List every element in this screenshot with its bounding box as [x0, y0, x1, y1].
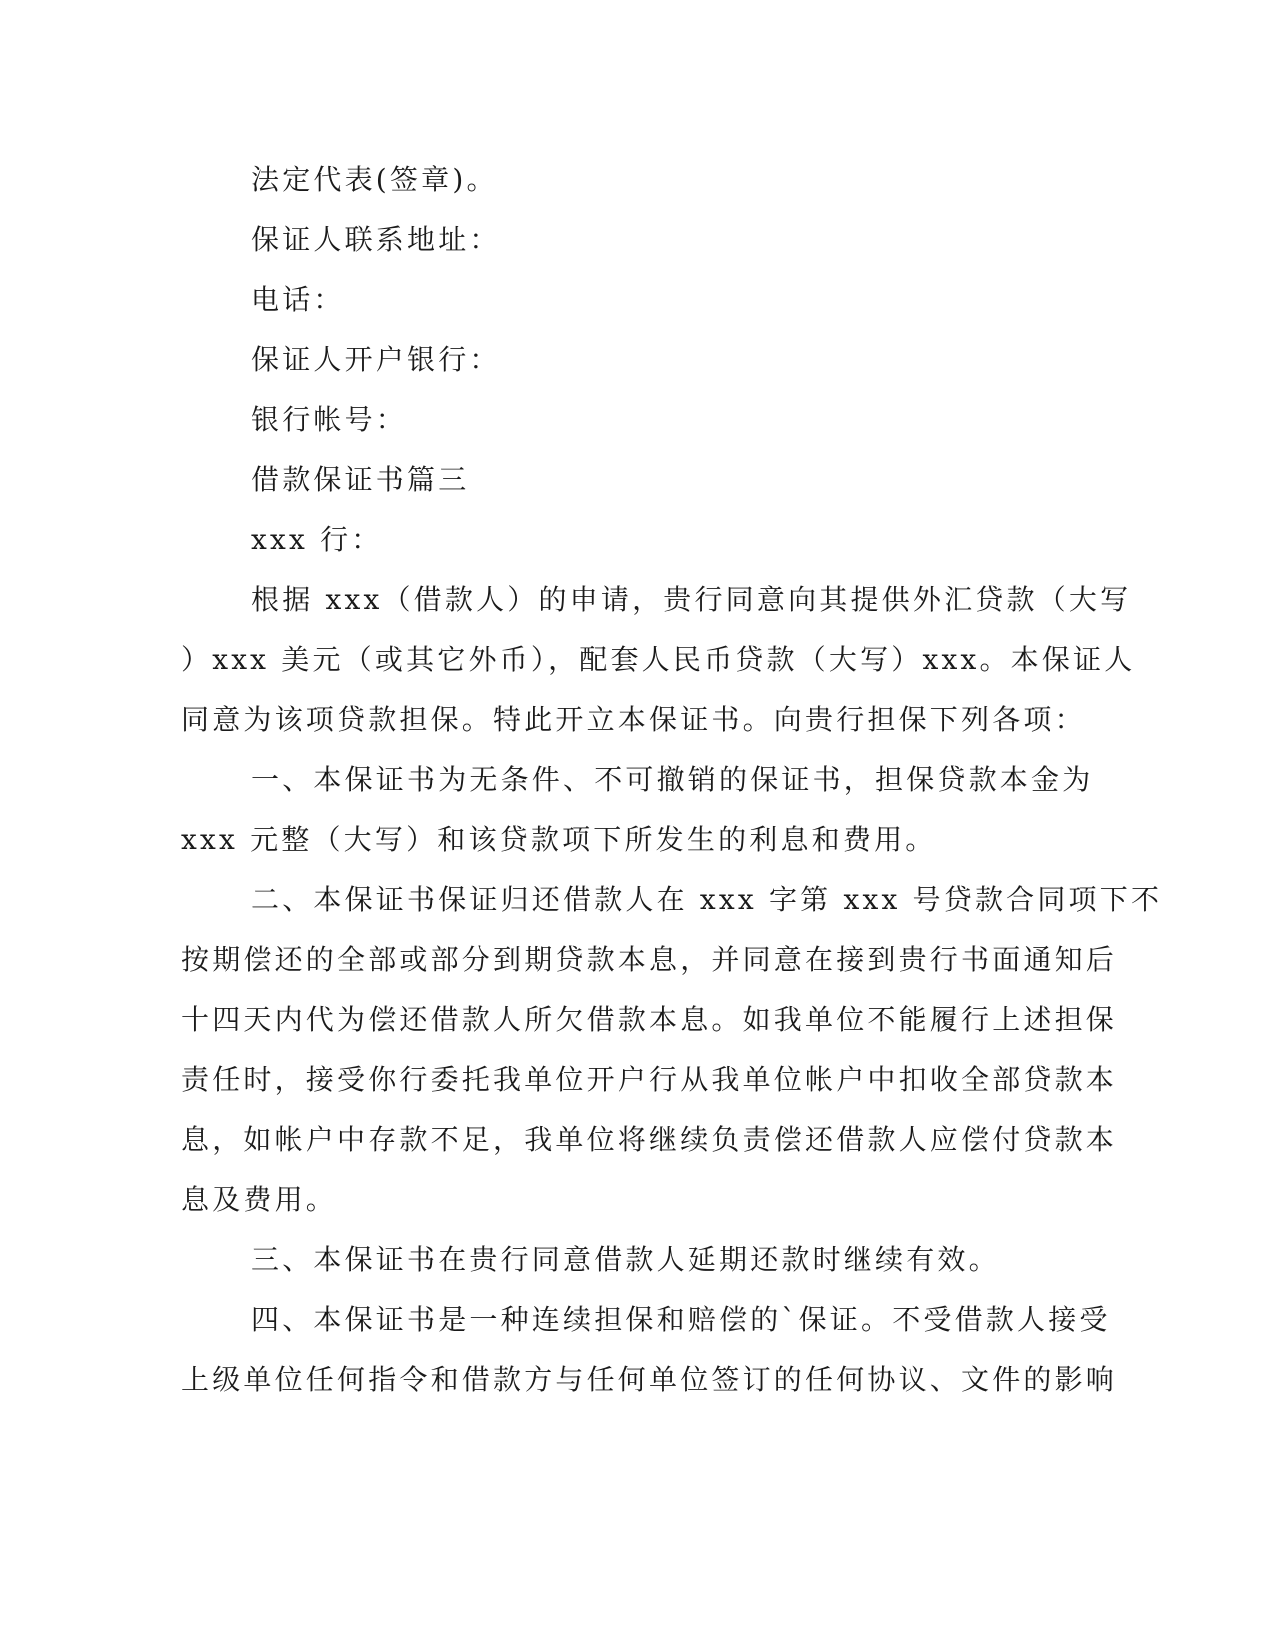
document-line: 银行帐号：: [251, 403, 408, 436]
document-line: xxx 元整（大写）和该贷款项下所发生的利息和费用。: [181, 823, 937, 856]
document-line: ）xxx 美元（或其它外币），配套人民币贷款（大写）xxx。本保证人: [181, 643, 1136, 676]
document-line: 息，如帐户中存款不足，我单位将继续负责偿还借款人应偿付贷款本: [181, 1123, 1118, 1156]
document-line: 法定代表(签章)。: [251, 163, 498, 196]
document-line: 十四天内代为偿还借款人所欠借款本息。如我单位不能履行上述担保: [181, 1003, 1118, 1036]
document-line: 四、本保证书是一种连续担保和赔偿的`保证。不受借款人接受: [251, 1303, 1111, 1336]
document-line: 同意为该项贷款担保。特此开立本保证书。向贵行担保下列各项：: [181, 703, 1086, 736]
document-line: 按期偿还的全部或部分到期贷款本息，并同意在接到贵行书面通知后: [181, 943, 1118, 976]
document-body: [181, 150, 1163, 1410]
document-line: 一、本保证书为无条件、不可撤销的保证书，担保贷款本金为: [251, 763, 1094, 796]
document-line: 上级单位任何指令和借款方与任何单位签订的任何协议、文件的影响: [181, 1363, 1118, 1396]
document-line: 保证人开户银行：: [251, 343, 501, 376]
document-line: 三、本保证书在贵行同意借款人延期还款时继续有效。: [251, 1243, 1000, 1276]
document-line: 保证人联系地址：: [251, 223, 501, 256]
document-line: 根据 xxx（借款人）的申请，贵行同意向其提供外汇贷款（大写: [251, 583, 1132, 616]
document-line: 电话：: [251, 283, 345, 316]
document-line: xxx 行：: [251, 523, 383, 556]
document-line: 责任时，接受你行委托我单位开户行从我单位帐户中扣收全部贷款本: [181, 1063, 1118, 1096]
document-line: 借款保证书篇三: [251, 463, 470, 496]
document-line: 息及费用。: [181, 1183, 338, 1216]
document-line: 二、本保证书保证归还借款人在 xxx 字第 xxx 号贷款合同项下不: [251, 883, 1163, 916]
